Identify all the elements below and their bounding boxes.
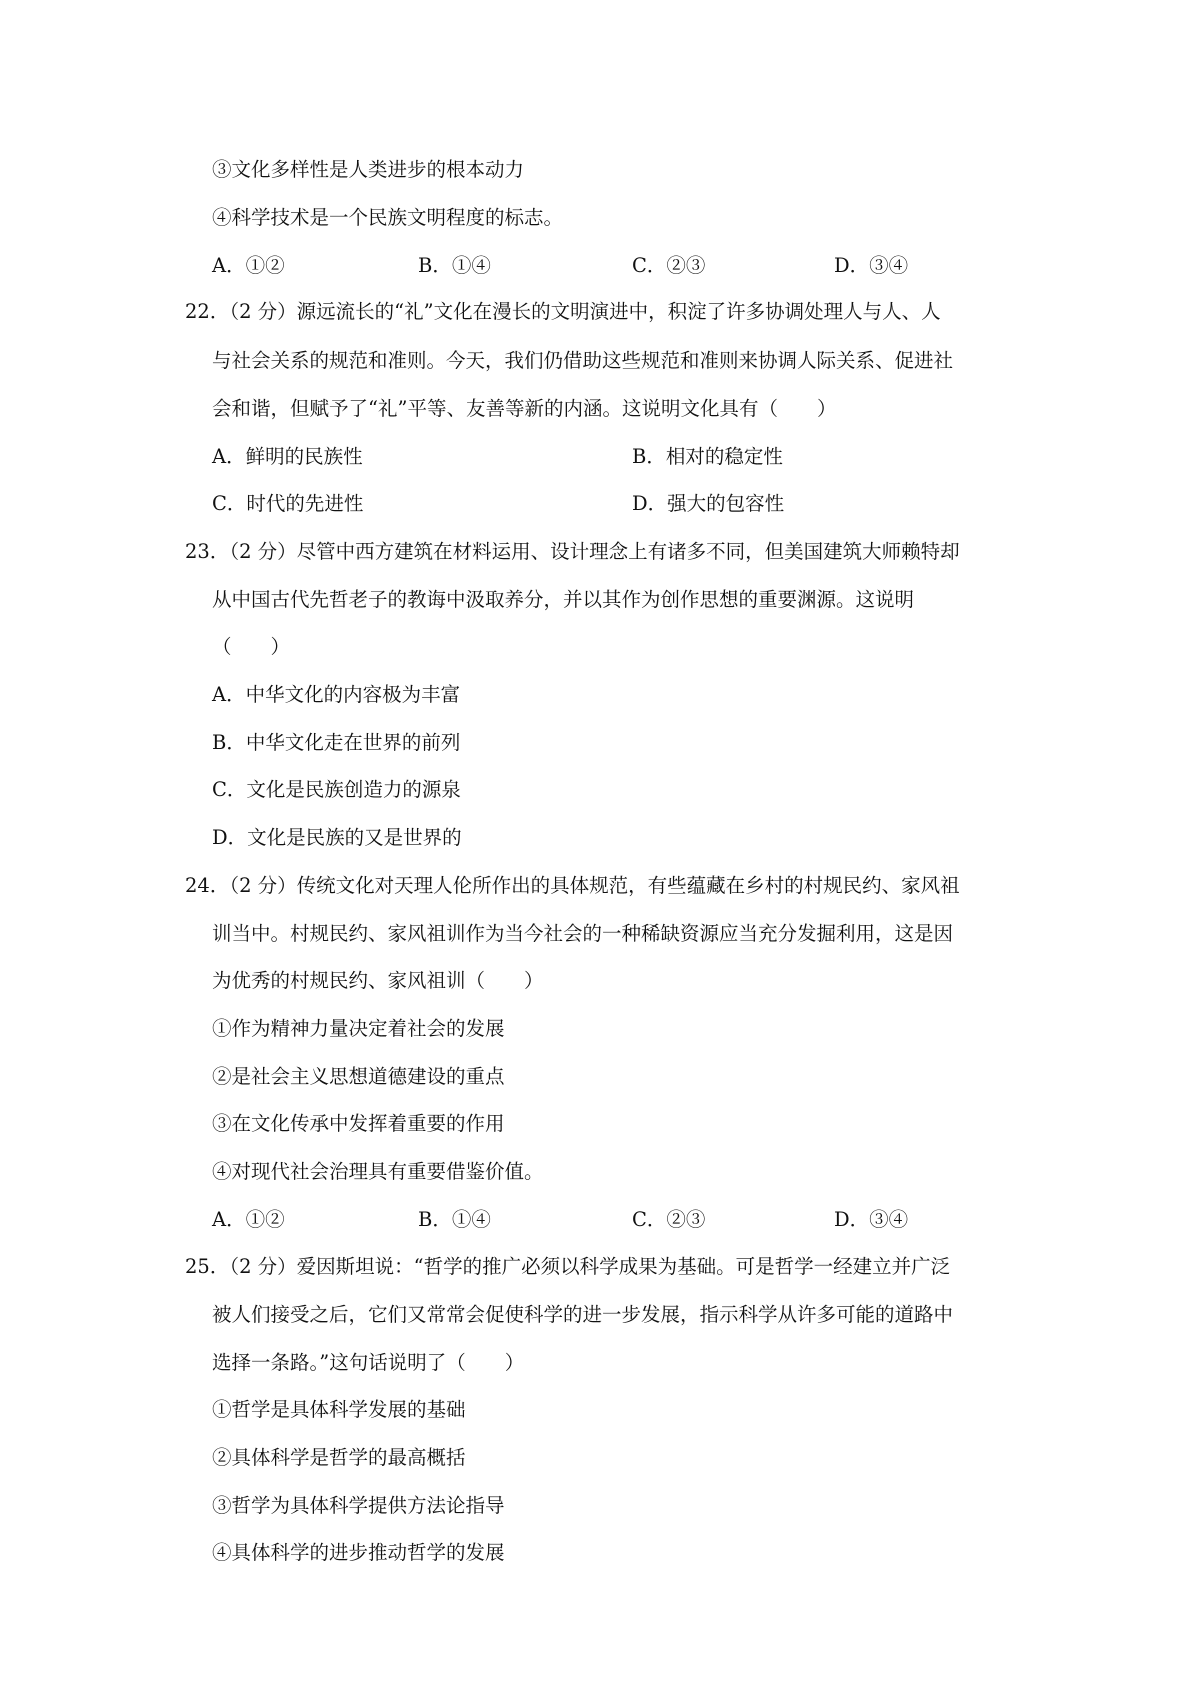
q25-item-4: ④具体科学的进步推动哲学的发展 <box>212 1541 505 1564</box>
q23-stem-line-2: 从中国古代先哲老子的教诲中汲取养分，并以其作为创作思想的重要渊源。这说明 <box>212 588 915 611</box>
q24-option-b: B．①④ <box>418 1208 491 1231</box>
q25-stem-line-2: 被人们接受之后，它们又常常会促使科学的进一步发展，指示科学从许多可能的道路中 <box>212 1303 954 1326</box>
q24-stem-line-3: 为优秀的村规民约、家风祖训（ ） <box>212 969 544 992</box>
q23-option-a: A．中华文化的内容极为丰富 <box>212 683 461 706</box>
q21-option-d: D．③④ <box>834 254 909 277</box>
q21-item-4: ④科学技术是一个民族文明程度的标志。 <box>212 206 564 229</box>
q24-item-3: ③在文化传承中发挥着重要的作用 <box>212 1112 505 1135</box>
q23-option-d: D．文化是民族的又是世界的 <box>212 826 462 849</box>
q25-stem-line-1: 25．（2 分）爱因斯坦说：“哲学的推广必须以科学成果为基础。可是哲学一经建立并广泛 <box>185 1255 951 1278</box>
q25-item-1: ①哲学是具体科学发展的基础 <box>212 1398 466 1421</box>
q23-option-b: B．中华文化走在世界的前列 <box>212 731 461 754</box>
q21-option-c: C．②③ <box>632 254 706 277</box>
q22-option-a: A．鲜明的民族性 <box>212 445 363 468</box>
q22-option-d: D．强大的包容性 <box>632 492 785 515</box>
q25-stem-line-3: 选择一条路。”这句话说明了（ ） <box>212 1351 525 1374</box>
q23-stem-line-3: （ ） <box>212 635 291 658</box>
q22-stem-line-1: 22．（2 分）源远流长的“礼”文化在漫长的文明演进中，积淀了许多协调处理人与人、人 <box>185 300 941 323</box>
q24-item-1: ①作为精神力量决定着社会的发展 <box>212 1017 505 1040</box>
q22-stem-line-2: 与社会关系的规范和准则。今天，我们仍借助这些规范和准则来协调人际关系、促进社 <box>212 349 954 372</box>
q23-option-c: C．文化是民族创造力的源泉 <box>212 778 461 801</box>
q24-option-a: A．①② <box>212 1208 285 1231</box>
q24-item-4: ④对现代社会治理具有重要借鉴价值。 <box>212 1160 544 1183</box>
q23-stem-line-1: 23．（2 分）尽管中西方建筑在材料运用、设计理念上有诸多不同，但美国建筑大师赖特却 <box>185 540 960 563</box>
q24-stem-line-1: 24．（2 分）传统文化对天理人伦所作出的具体规范，有些蕴藏在乡村的村规民约、家风祖 <box>185 874 960 897</box>
q25-item-3: ③哲学为具体科学提供方法论指导 <box>212 1494 505 1517</box>
q21-item-3: ③文化多样性是人类进步的根本动力 <box>212 158 525 181</box>
q22-option-c: C．时代的先进性 <box>212 492 364 515</box>
q24-option-c: C．②③ <box>632 1208 706 1231</box>
q24-option-d: D．③④ <box>834 1208 909 1231</box>
q22-stem-line-3: 会和谐，但赋予了“礼”平等、友善等新的内涵。这说明文化具有（ ） <box>212 397 837 420</box>
q21-option-b: B．①④ <box>418 254 491 277</box>
q24-item-2: ②是社会主义思想道德建设的重点 <box>212 1065 505 1088</box>
q24-stem-line-2: 训当中。村规民约、家风祖训作为当今社会的一种稀缺资源应当充分发掘利用，这是因 <box>212 922 954 945</box>
q25-item-2: ②具体科学是哲学的最高概括 <box>212 1446 466 1469</box>
q22-option-b: B．相对的稳定性 <box>632 445 783 468</box>
q21-option-a: A．①② <box>212 254 285 277</box>
